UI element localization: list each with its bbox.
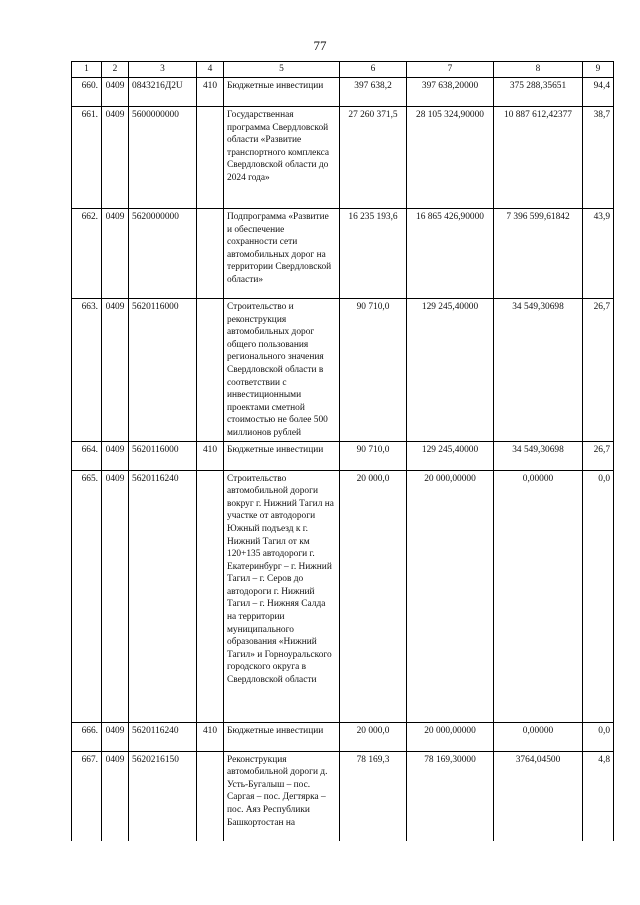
column-header: 4 — [197, 62, 224, 78]
approved-amount: 78 169,3 — [340, 751, 407, 841]
target-article-code: 5620000000 — [129, 209, 197, 299]
column-header: 7 — [407, 62, 494, 78]
expense-type-code — [197, 209, 224, 299]
column-header: 8 — [494, 62, 583, 78]
table-row — [72, 470, 614, 722]
row-number: 665. — [72, 470, 102, 722]
row-number: 660. — [72, 78, 102, 107]
table-row — [72, 441, 614, 470]
executed-amount: 34 549,30698 — [494, 441, 583, 470]
target-article-code: 0843216Д2U — [129, 78, 197, 107]
execution-percent: 94,4 — [583, 78, 614, 107]
budget-allocation: 20 000,00000 — [407, 722, 494, 751]
approved-amount: 20 000,0 — [340, 470, 407, 722]
budget-allocation: 129 245,40000 — [407, 299, 494, 442]
section-code: 0409 — [102, 751, 129, 841]
expense-name: Бюджетные инвестиции — [224, 722, 340, 751]
expense-name: Строительство и реконструкция автомобильных дорог общего пользования регионального значения Свердловской области в соответствии с инвестиционными проектами сметной стоимостью не более 500 миллионов рублей — [224, 299, 340, 442]
target-article-code: 5600000000 — [129, 107, 197, 209]
executed-amount: 0,00000 — [494, 722, 583, 751]
section-code: 0409 — [102, 722, 129, 751]
table-row — [72, 751, 614, 841]
page-number: 77 — [313, 38, 327, 53]
column-header: 9 — [583, 62, 614, 78]
expense-type-code — [197, 751, 224, 841]
budget-allocation: 397 638,20000 — [407, 78, 494, 107]
approved-amount: 16 235 193,6 — [340, 209, 407, 299]
target-article-code: 5620116240 — [129, 470, 197, 722]
section-code: 0409 — [102, 441, 129, 470]
section-code: 0409 — [102, 78, 129, 107]
expense-type-code — [197, 107, 224, 209]
expense-name: Реконструкция автомобильной дороги д. Усть-Бугалыш – пос. Саргая – пос. Дегтярка – пос. Аяз Республики Башкортостан на — [224, 751, 340, 841]
budget-allocation: 78 169,30000 — [407, 751, 494, 841]
execution-percent: 0,0 — [583, 470, 614, 722]
expense-type-code — [197, 299, 224, 442]
execution-percent: 26,7 — [583, 299, 614, 442]
column-header: 1 — [72, 62, 102, 78]
section-code: 0409 — [102, 209, 129, 299]
row-number: 663. — [72, 299, 102, 442]
approved-amount: 27 260 371,5 — [340, 107, 407, 209]
expense-type-code: 410 — [197, 722, 224, 751]
execution-percent: 4,8 — [583, 751, 614, 841]
expense-type-code — [197, 470, 224, 722]
executed-amount: 0,00000 — [494, 470, 583, 722]
budget-execution-table — [71, 61, 614, 841]
executed-amount: 10 887 612,42377 — [494, 107, 583, 209]
table-row — [72, 722, 614, 751]
table-row — [72, 299, 614, 442]
expense-name: Подпрограмма «Развитие и обеспечение сохранности сети автомобильных дорог на территории Свердловской области» — [224, 209, 340, 299]
approved-amount: 20 000,0 — [340, 722, 407, 751]
budget-allocation: 129 245,40000 — [407, 441, 494, 470]
executed-amount: 3764,04500 — [494, 751, 583, 841]
table-row — [72, 107, 614, 209]
executed-amount: 34 549,30698 — [494, 299, 583, 442]
execution-percent: 26,7 — [583, 441, 614, 470]
expense-name: Государственная программа Свердловской области «Развитие транспортного комплекса Свердловской области до 2024 года» — [224, 107, 340, 209]
execution-percent: 38,7 — [583, 107, 614, 209]
expense-name: Бюджетные инвестиции — [224, 78, 340, 107]
row-number: 666. — [72, 722, 102, 751]
executed-amount: 375 288,35651 — [494, 78, 583, 107]
table-row — [72, 78, 614, 107]
row-number: 664. — [72, 441, 102, 470]
row-number: 661. — [72, 107, 102, 209]
expense-type-code: 410 — [197, 78, 224, 107]
table-header-row — [72, 62, 614, 78]
approved-amount: 90 710,0 — [340, 441, 407, 470]
target-article-code: 5620116000 — [129, 299, 197, 442]
row-number: 667. — [72, 751, 102, 841]
approved-amount: 90 710,0 — [340, 299, 407, 442]
column-header: 5 — [224, 62, 340, 78]
execution-percent: 43,9 — [583, 209, 614, 299]
approved-amount: 397 638,2 — [340, 78, 407, 107]
target-article-code: 5620216150 — [129, 751, 197, 841]
budget-allocation: 16 865 426,90000 — [407, 209, 494, 299]
budget-allocation: 28 105 324,90000 — [407, 107, 494, 209]
budget-allocation: 20 000,00000 — [407, 470, 494, 722]
section-code: 0409 — [102, 470, 129, 722]
section-code: 0409 — [102, 299, 129, 442]
target-article-code: 5620116000 — [129, 441, 197, 470]
column-header: 6 — [340, 62, 407, 78]
column-header: 3 — [129, 62, 197, 78]
executed-amount: 7 396 599,61842 — [494, 209, 583, 299]
expense-name: Строительство автомобильной дороги вокруг г. Нижний Тагил на участке от автодороги Южный подъезд к г. Нижний Тагил от км 120+135 автодороги г. Екатеринбург – г. Нижний Тагил – г. Серов до автодороги г. Нижний Тагил – г. Нижняя Салда на территории муниципального образования «Нижний Тагил» и Горноуральского городского округа в Свердловской области — [224, 470, 340, 722]
section-code: 0409 — [102, 107, 129, 209]
expense-type-code: 410 — [197, 441, 224, 470]
expense-name: Бюджетные инвестиции — [224, 441, 340, 470]
row-number: 662. — [72, 209, 102, 299]
column-header: 2 — [102, 62, 129, 78]
table-row — [72, 209, 614, 299]
execution-percent: 0,0 — [583, 722, 614, 751]
target-article-code: 5620116240 — [129, 722, 197, 751]
